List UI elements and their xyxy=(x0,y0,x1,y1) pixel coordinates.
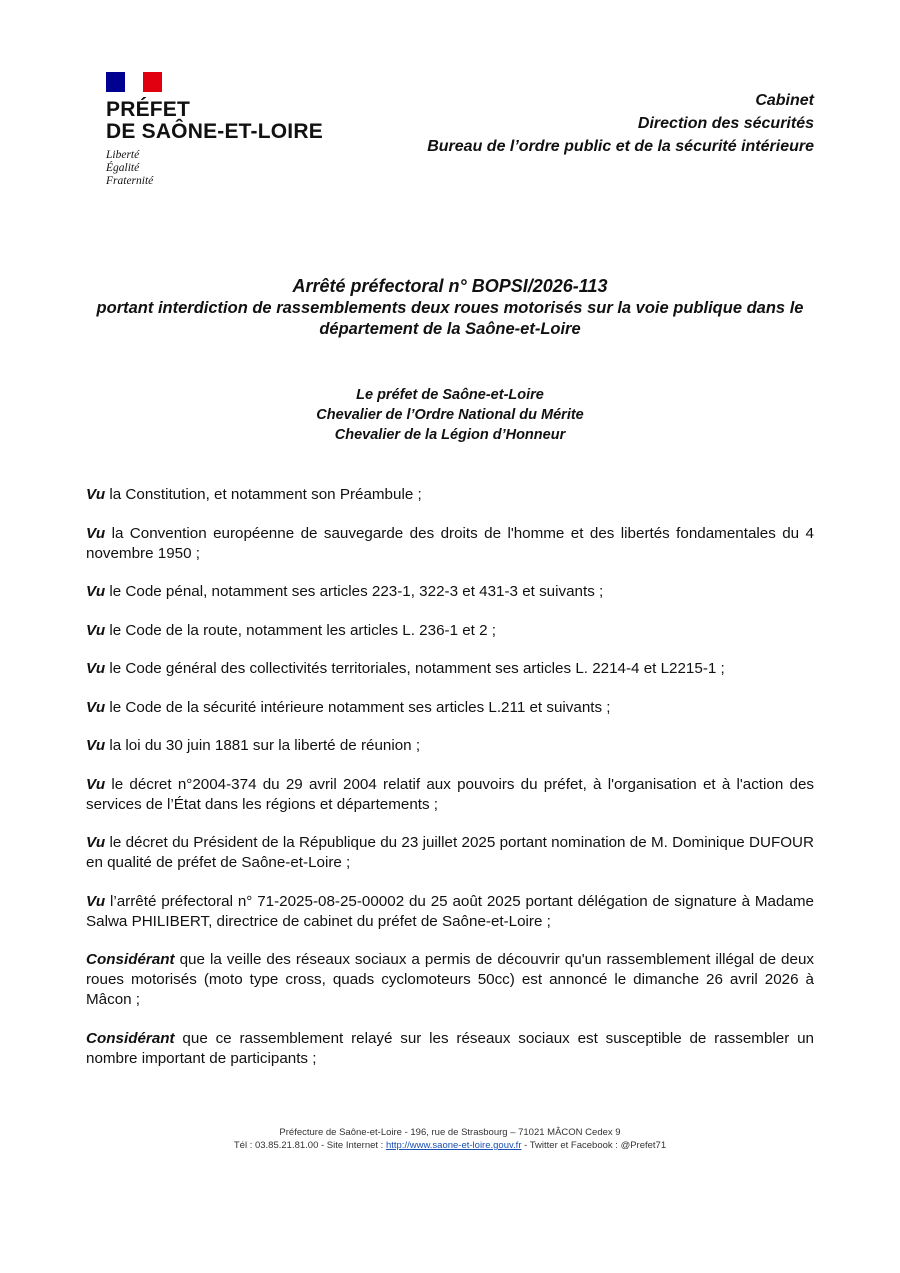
paragraph-lead: Considérant xyxy=(86,1029,175,1047)
paragraph-lead: Vu xyxy=(86,524,106,542)
footer-phone: Tél : 03.85.21.81.00 - Site Internet : xyxy=(233,1140,386,1151)
paragraph-lead: Vu xyxy=(86,834,106,851)
arrete-number: Arrêté préfectoral n° BOPSI/2026-113 xyxy=(292,276,608,296)
prefet-line: Chevalier de l’Ordre National du Mérite xyxy=(316,407,584,423)
logo-title-line2: DE SAÔNE-ET-LOIRE xyxy=(106,120,323,143)
prefet-line: Le préfet de Saône-et-Loire xyxy=(356,387,544,403)
paragraph-lead: Vu xyxy=(86,583,106,600)
visa-paragraph xyxy=(86,775,814,815)
service-header xyxy=(427,89,814,158)
paragraph-lead: Vu xyxy=(86,621,106,639)
document-title xyxy=(60,274,840,340)
paragraph-text: la loi du 30 juin 1881 sur la liberté de réunion ; xyxy=(105,737,421,754)
paragraph-lead: Vu xyxy=(86,775,106,793)
paragraph-text: le décret n°2004-374 du 29 avril 2004 relatif aux pouvoirs du préfet, à l'organisation et à l'action des services de l’État dans les régions et départements ; xyxy=(86,775,814,813)
paragraph-text: le décret du Président de la République du 23 juillet 2025 portant nomination de M. Dominique DUFOUR en qualité de préfet de Saône-et-Loire ; xyxy=(86,834,814,871)
document-body xyxy=(86,485,814,1087)
paragraph-text: la Constitution, et notamment son Préambule ; xyxy=(105,486,422,503)
logo-title-line1: PRÉFET xyxy=(106,98,191,121)
paragraph-text: l’arrêté préfectoral n° 71-2025-08-25-00002 du 25 août 2025 portant délégation de signature à Madame Salwa PHILIBERT, directrice de cabinet du préfet de Saône-et-Loire ; xyxy=(86,892,814,930)
visa-paragraph xyxy=(86,950,814,1010)
visa-paragraph xyxy=(86,736,814,756)
paragraph-text: le Code de la sécurité intérieure notamment ses articles L.211 et suivants ; xyxy=(105,698,611,716)
paragraph-lead: Considérant xyxy=(86,951,175,968)
paragraph-text: la Convention européenne de sauvegarde des droits de l'homme et des libertés fondamentales du 4 novembre 1950 ; xyxy=(86,524,814,562)
motto-egalite: Égalité xyxy=(106,162,140,174)
paragraph-lead: Vu xyxy=(86,486,106,503)
service-cabinet: Cabinet xyxy=(755,92,814,109)
motto-fraternite: Fraternité xyxy=(106,175,154,187)
prefecture-logo xyxy=(106,72,323,188)
prefet-line: Chevalier de la Légion d’Honneur xyxy=(334,427,566,443)
paragraph-lead: Vu xyxy=(86,737,106,754)
arrete-subject: portant interdiction de rassemblements deux roues motorisés sur la voie publique dans le département de la Saône-et-Loire xyxy=(96,299,804,338)
visa-paragraph xyxy=(86,698,814,718)
visa-paragraph xyxy=(86,582,814,602)
paragraph-lead: Vu xyxy=(86,892,106,910)
visa-paragraph xyxy=(86,833,814,873)
visa-paragraph xyxy=(86,892,814,932)
service-bureau: Bureau de l’ordre public et de la sécurité intérieure xyxy=(427,138,814,155)
paragraph-text: le Code général des collectivités territoriales, notamment ses articles L. 2214-4 et L2215-1 ; xyxy=(105,660,725,677)
visa-paragraph xyxy=(86,621,814,641)
visa-paragraph xyxy=(86,1029,814,1069)
visa-paragraph xyxy=(86,524,814,564)
footer xyxy=(0,1126,900,1152)
motto-liberte: Liberté xyxy=(106,149,140,161)
prefet-titles xyxy=(100,385,800,445)
visa-paragraph xyxy=(86,485,814,505)
paragraph-text: que ce rassemblement relayé sur les réseaux sociaux est susceptible de rassembler un nombre important de participants ; xyxy=(86,1029,814,1067)
footer-address: Préfecture de Saône-et-Loire - 196, rue de Strasbourg – 71021 MÂCON Cedex 9 xyxy=(279,1127,621,1138)
paragraph-lead: Vu xyxy=(86,698,106,716)
footer-contact xyxy=(0,1139,900,1152)
logo-motto xyxy=(106,149,323,188)
website-link[interactable]: http://www.saone-et-loire.gouv.fr xyxy=(385,1140,522,1151)
service-direction: Direction des sécurités xyxy=(637,115,814,132)
logo-title xyxy=(106,99,323,143)
visa-paragraph xyxy=(86,659,814,679)
paragraph-text: le Code de la route, notamment les articles L. 236-1 et 2 ; xyxy=(105,621,497,639)
footer-social: - Twitter et Facebook : @Prefet71 xyxy=(521,1140,667,1151)
paragraph-lead: Vu xyxy=(86,660,106,677)
paragraph-text: le Code pénal, notamment ses articles 223-1, 322-3 et 431-3 et suivants ; xyxy=(105,583,604,600)
paragraph-text: que la veille des réseaux sociaux a permis de découvrir qu'un rassemblement illégal de deux roues motorisés (moto type cross, quads cyclomoteurs 50cc) est annoncé le dimanche 26 avril 2026 à Mâcon ; xyxy=(86,951,814,1008)
french-flag-icon xyxy=(106,72,162,92)
